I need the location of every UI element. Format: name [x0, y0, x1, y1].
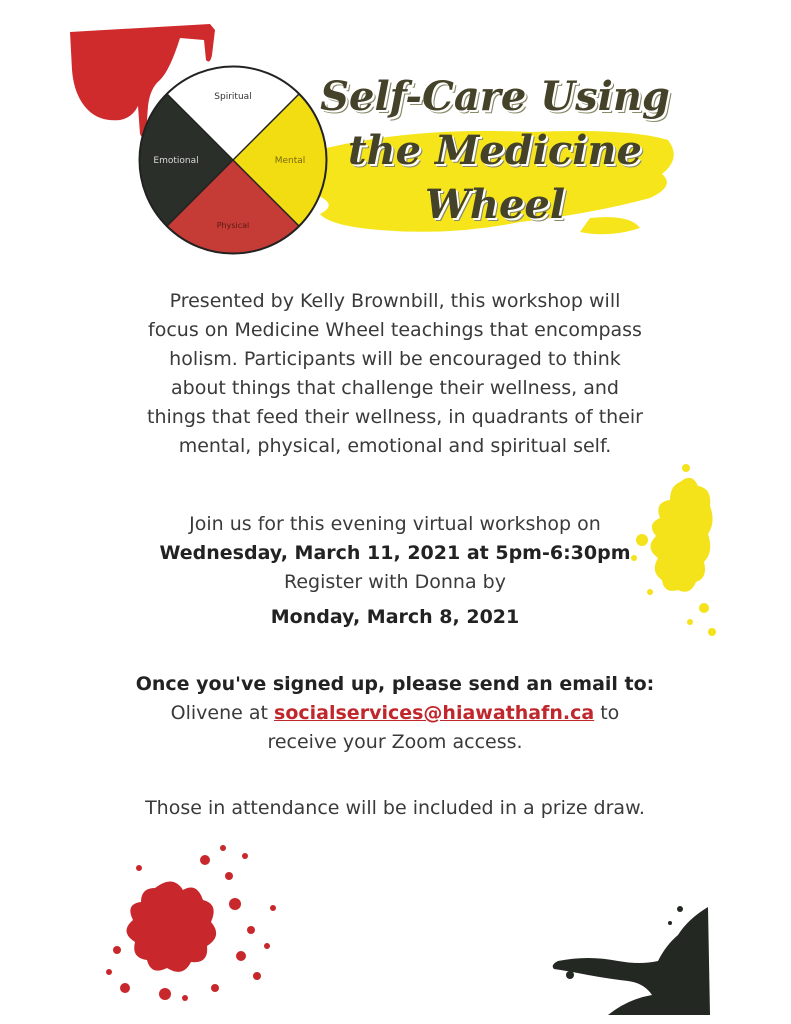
- signup-prefix: Olivene at: [170, 702, 275, 724]
- signup-email-line: [80, 699, 710, 728]
- title-line-2: the Medicine: [348, 127, 642, 174]
- red-paint-splatter: [95, 838, 295, 1018]
- description-line: mental, physical, emotional and spiritual self.: [178, 435, 612, 457]
- prize-text: Those in attendance will be included in a prize draw.: [145, 797, 645, 819]
- description-line: holism. Participants will be encouraged to think: [169, 348, 621, 370]
- register-text: Register with Donna by: [284, 571, 506, 593]
- email-link[interactable]: socialservices@hiawathafn.ca: [274, 702, 595, 724]
- black-paint-splash: [548, 895, 718, 1020]
- wheel-label-physical: Physical: [216, 221, 250, 230]
- wheel-label-mental: Mental: [274, 156, 306, 166]
- description-line: about things that challenge their wellness, and: [171, 377, 619, 399]
- description-line: Presented by Kelly Brownbill, this workshop will: [169, 290, 621, 312]
- title-line-1: Self-Care Using: [320, 73, 670, 120]
- wheel-label-spiritual: Spiritual: [214, 92, 252, 102]
- register-deadline: Monday, March 8, 2021: [270, 606, 520, 628]
- event-datetime: Wednesday, March 11, 2021 at 5pm-6:30pm: [159, 542, 631, 564]
- signup-zoom-line: receive your Zoom access.: [267, 731, 523, 753]
- signup-heading: Once you've signed up, please send an email to:: [135, 673, 655, 695]
- description-line: things that feed their wellness, in quadrants of their: [147, 406, 643, 428]
- signup-suffix: to: [594, 702, 620, 724]
- event-intro: Join us for this evening virtual workshop on: [189, 513, 601, 535]
- title-line-3: Wheel: [424, 181, 566, 228]
- wheel-label-emotional: Emotional: [153, 156, 199, 166]
- signup-instructions: [80, 670, 710, 757]
- workshop-description: [100, 287, 690, 461]
- description-line: focus on Medicine Wheel teachings that encompass: [148, 319, 642, 341]
- page-title: [300, 70, 690, 232]
- prize-note: [80, 794, 710, 823]
- event-details: [100, 510, 690, 632]
